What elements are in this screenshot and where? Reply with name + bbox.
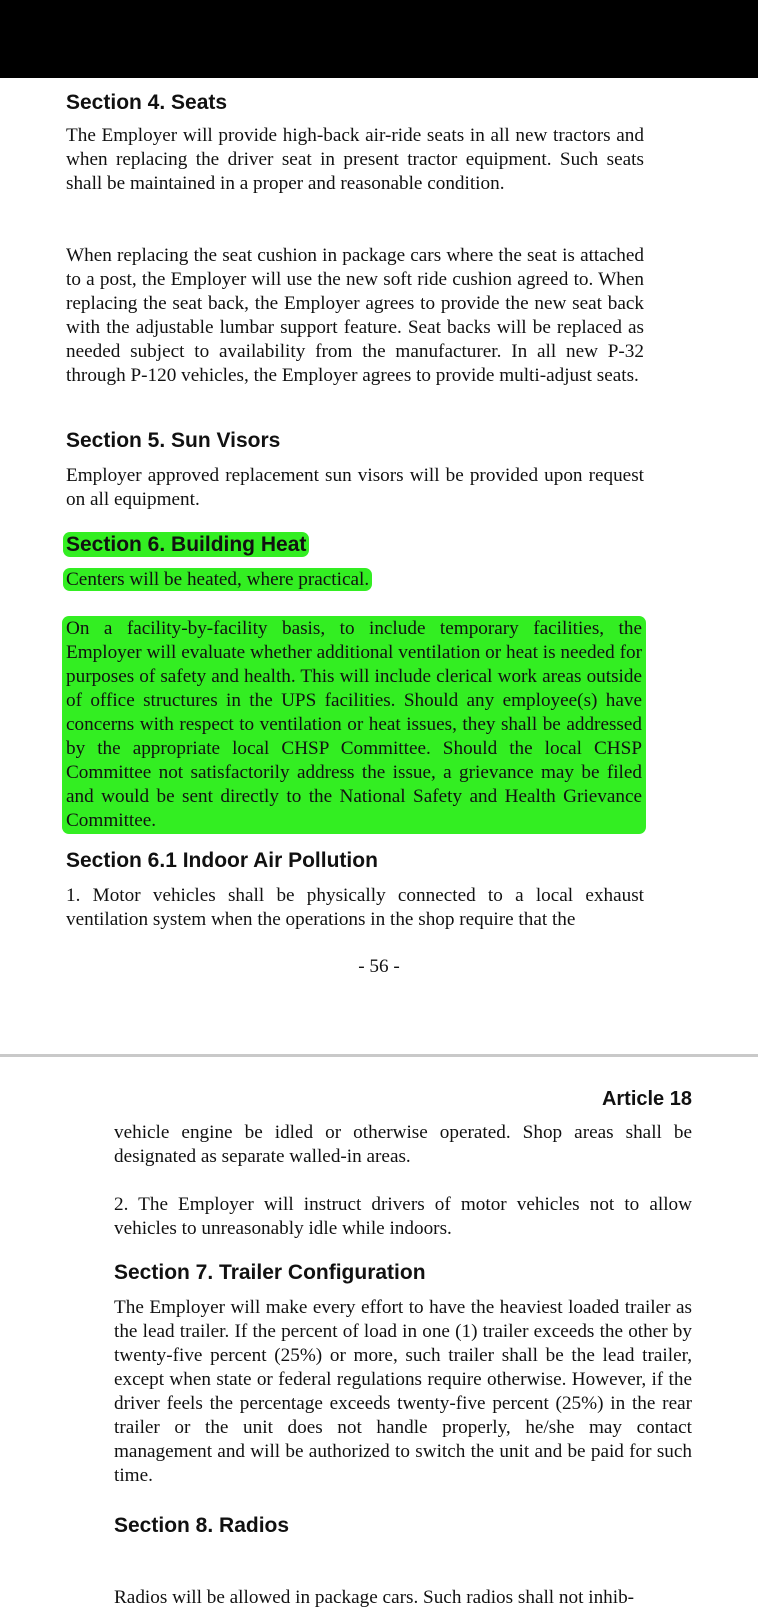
- indoor-air-item-2: 2. The Employer will instruct drivers of motor vehicles not to allow vehicles to unreasonably idle while indoors.: [114, 1194, 692, 1239]
- section-4-paragraph-1: The Employer will provide high-back air-ride seats in all new tractors and when replacing the driver seat in present tractor equipment. Such seats shall be maintained in a proper and reasonable condition.: [66, 125, 644, 194]
- highlighted-heading: Section 6. Building Heat: [63, 532, 309, 557]
- section-8-paragraph: Radios will be allowed in package cars. Such radios shall not inhib-: [114, 1587, 635, 1608]
- section-8-heading: Section 8. Radios: [114, 1514, 290, 1537]
- continued-paragraph: vehicle engine be idled or otherwise operated. Shop areas shall be designated as separate walled-in areas.: [114, 1122, 692, 1167]
- section-5-paragraph: Employer approved replacement sun visors will be provided upon request on all equipment.: [66, 465, 644, 510]
- section-6-paragraph-1: [66, 568, 372, 592]
- top-black-bar: [0, 0, 758, 78]
- section-6-1-paragraph: 1. Motor vehicles shall be physically connected to a local exhaust ventilation system when the operations in the shop require that the: [66, 885, 644, 930]
- section-4-heading: Section 4. Seats: [66, 91, 228, 114]
- document-page-57: [0, 1057, 758, 1608]
- article-header: Article 18: [601, 1088, 692, 1110]
- section-5-heading: Section 5. Sun Visors: [66, 429, 281, 452]
- section-7-paragraph: The Employer will make every effort to have the heaviest loaded trailer as the lead trailer. If the percent of load in one (1) trailer exceeds the other by twenty-five percent (25%) or more, such trailer shall be the lead trailer, except when state or federal regulations require otherwise. However, if the driver feels the percentage exceeds twenty-five percent (25%) in the rear trailer or the unit does not handle properly, he/she may contact management and will be authorized to switch the unit and be paid for such time.: [114, 1297, 692, 1486]
- section-4-paragraph-2: When replacing the seat cushion in package cars where the seat is attached to a post, the Employer will use the new soft ride cushion agreed to. When replacing the seat back, the Employer agrees to provide the new seat back with the adjustable lumbar support feature. Seat backs will be replaced as needed subject to availability from the manufacturer. In all new P-32 through P-120 vehicles, the Employer agrees to provide multi-adjust seats.: [66, 245, 644, 386]
- section-6-paragraph-2-highlighted: On a facility-by-facility basis, to include temporary facilities, the Employer will evaluate whether additional ventilation or heat is needed for purposes of safety and health. This will include clerical work areas outside of office structures in the UPS facilities. Should any employee(s) have concerns with respect to ventilation or heat issues, they shall be addressed by the appropriate local CHSP Committee. Should the local CHSP Committee not satisfactorily address the issue, a grievance may be filed and would be sent directly to the National Safety and Health Grievance Committee.: [62, 616, 646, 834]
- document-page-56: [0, 78, 758, 1054]
- page-number: - 56 -: [358, 956, 400, 977]
- highlighted-text: Centers will be heated, where practical.: [63, 568, 372, 591]
- section-6-1-heading: Section 6.1 Indoor Air Pollution: [66, 849, 378, 872]
- section-6-heading: [66, 532, 309, 558]
- section-7-heading: Section 7. Trailer Configuration: [114, 1261, 426, 1284]
